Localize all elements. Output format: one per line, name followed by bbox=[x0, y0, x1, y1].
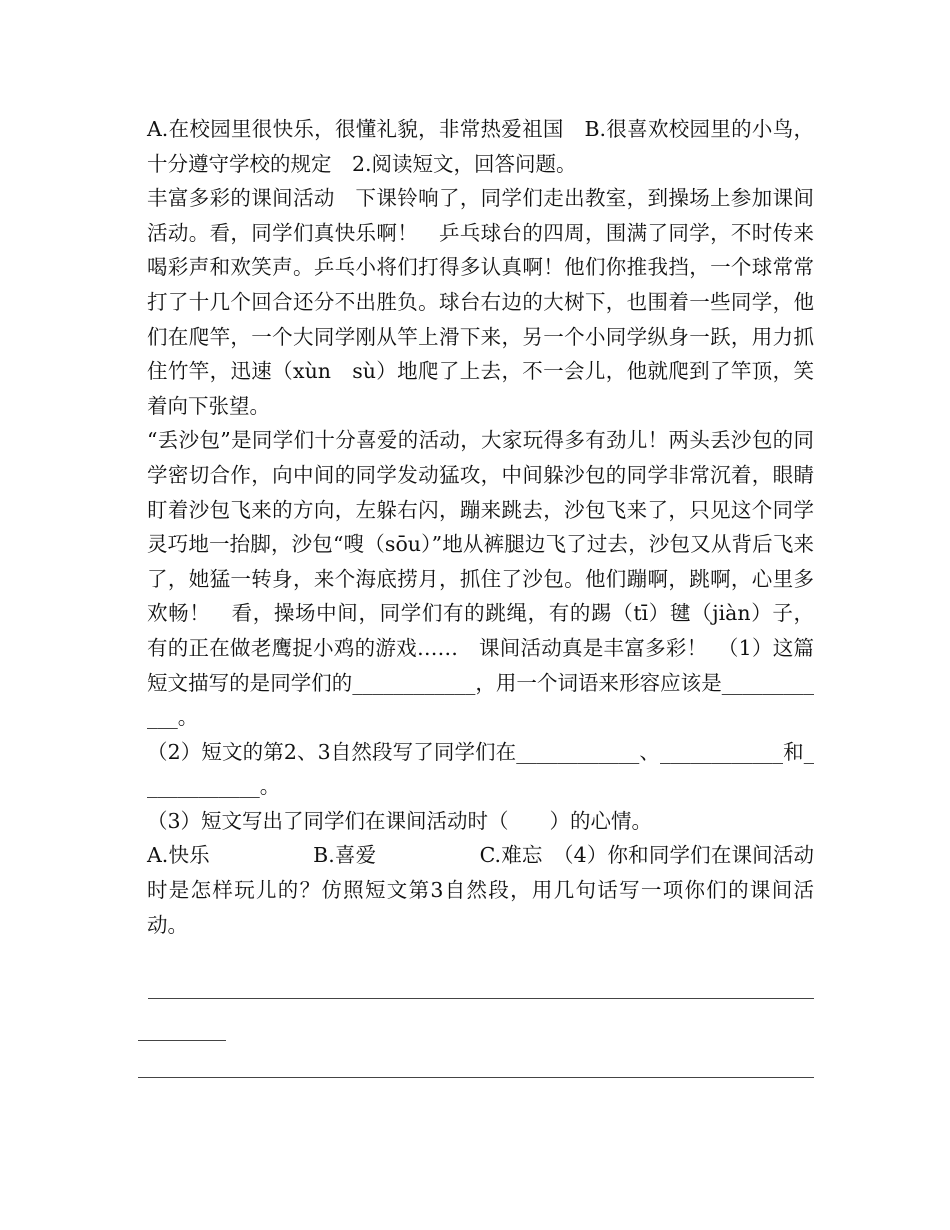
document-page bbox=[138, 112, 814, 942]
answer-line-1-continuation bbox=[138, 1040, 814, 1041]
answer-line-2 bbox=[138, 1077, 814, 1078]
answer-line-1 bbox=[138, 998, 814, 999]
question-2: （2）短文的第2、3自然段写了同学们在____________、____________和____________。 bbox=[147, 739, 814, 799]
passage-paragraph-1: 丰富多彩的课间活动 下课铃响了，同学们走出教室，到操场上参加课间活动。看，同学们真快乐啊！ 乒乓球台的四周，围满了同学，不时传来喝彩声和欢笑声。乒乓小将们打得多认真啊！他们你推我挡，一个球常常打了十几个回合还分不出胜负。球台右边的大树下，也围着一些同学，他们在爬竿，一个大同学刚从竿上滑下来，另一个小同学纵身一跃，用力抓住竹竿，迅速（xùn sù）地爬了上去，不一会儿，他就爬到了竿顶，笑着向下张望。 bbox=[147, 186, 814, 418]
passage-paragraph-2: “丢沙包”是同学们十分喜爱的活动，大家玩得多有劲儿！两头丢沙包的同学密切合作，向中间的同学发动猛攻，中间躲沙包的同学非常沉着，眼睛盯着沙包飞来的方向，左躲右闪，蹦来跳去，沙包飞来了，只见这个同学灵巧地一抬脚，沙包“嗖（sōu）”地从裤腿边飞了过去，沙包又从背后飞来了，她猛一转身，来个海底捞月，抓住了沙包。他们蹦啊，跳啊，心里多欢畅！ 看，操场中间，同学们有的跳绳，有的踢（tī）毽（jiàn）子，有的正在做老鹰捉小鸡的游戏…… 课间活动真是丰富多彩！ （1）这篇短文描写的是同学们的____________，用一个词语来形容应该是____________。 bbox=[147, 428, 814, 730]
answer-options-and-question-2: A.在校园里很快乐，很懂礼貌，非常热爱祖国 B.很喜欢校园里的小鸟，十分遵守学校的规定 2.阅读短文，回答问题。 bbox=[147, 117, 814, 176]
question-3: （3）短文写出了同学们在课间活动时（ ）的心情。 bbox=[147, 808, 653, 833]
question-3-options-and-question-4: A.快乐 B.喜爱 C.难忘 （4）你和同学们在课间活动时是怎样玩儿的？仿照短文第3自然段，用几句话写一项你们的课间活动。 bbox=[147, 843, 814, 937]
